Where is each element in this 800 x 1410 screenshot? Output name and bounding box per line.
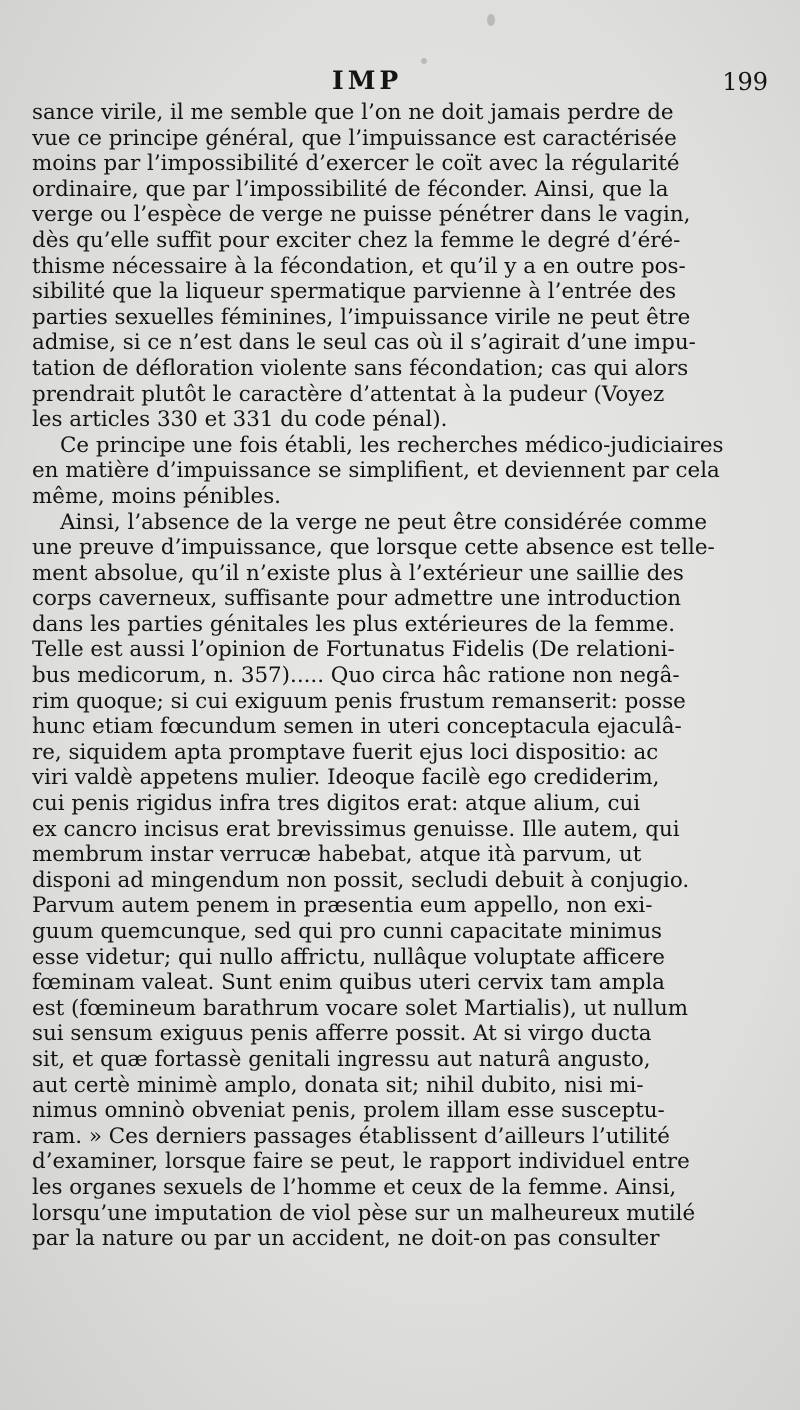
text-line: ordinaire, que par l’impossibilité de féconder. Ainsi, que la — [32, 176, 669, 202]
text-line: viri valdè appetens mulier. Ideoque facilè ego crediderim, — [32, 765, 660, 791]
text-line: dans les parties génitales les plus extérieures de la femme. — [32, 611, 676, 637]
text-line: disponi ad mingendum non possit, secludi debuit à conjugio. — [32, 867, 690, 893]
text-line: cui penis rigidus infra tres digitos erat: atque alium, cui — [32, 791, 641, 817]
text-line: ram. » Ces derniers passages établissent d’ailleurs l’utilité — [32, 1123, 670, 1149]
running-head: IMP — [332, 66, 403, 95]
text-line: sui sensum exiguus penis afferre possit. At si virgo ducta — [32, 1021, 652, 1047]
text-line: même, moins pénibles. — [32, 483, 281, 509]
body-text — [32, 100, 798, 1252]
text-line: est (fœmineum barathrum vocare solet Martialis), ut nullum — [32, 995, 689, 1021]
text-line: en matière d’impuissance se simplifient, et deviennent par cela — [32, 458, 720, 484]
ink-spot — [487, 14, 495, 26]
text-line: Ainsi, l’absence de la verge ne peut être considérée comme — [60, 509, 708, 535]
text-line: verge ou l’espèce de verge ne puisse pénétrer dans le vagin, — [32, 202, 691, 228]
text-line: prendrait plutôt le caractère d’attentat à la pudeur (Voyez — [32, 381, 665, 407]
text-line: esse videtur; qui nullo affrictu, nullâque voluptate afficere — [32, 944, 665, 970]
text-line: lorsqu’une imputation de viol pèse sur un malheureux mutilé — [32, 1200, 696, 1226]
text-line: ment absolue, qu’il n’existe plus à l’extérieur une saillie des — [32, 560, 684, 586]
text-line: Ce principe une fois établi, les recherches médico-judiciaires — [60, 432, 724, 458]
text-line: d’examiner, lorsque faire se peut, le rapport individuel entre — [32, 1149, 690, 1175]
text-line: les organes sexuels de l’homme et ceux de la femme. Ainsi, — [32, 1174, 677, 1200]
text-line: fœminam valeat. Sunt enim quibus uteri cervix tam ampla — [32, 970, 665, 996]
text-line: Parvum autem penem in præsentia eum appello, non exi- — [32, 893, 653, 919]
text-line: rim quoque; si cui exiguum penis frustum remanserit: posse — [32, 688, 686, 714]
paragraph — [32, 100, 798, 433]
text-line: par la nature ou par un accident, ne doit-on pas consulter — [32, 1226, 660, 1252]
paragraph — [32, 433, 798, 510]
text-line: guum quemcunque, sed qui pro cunni capacitate minimus — [32, 919, 662, 944]
text-line: Telle est aussi l’opinion de Fortunatus Fidelis (De relationi- — [32, 637, 675, 663]
page-number: 199 — [722, 68, 768, 96]
text-line: re, siquidem apta promptave fuerit ejus loci dispositio: ac — [32, 739, 659, 765]
text-line: sance virile, il me semble que l’on ne doit jamais perdre de — [32, 100, 674, 125]
text-line: bus medicorum, n. 357)..... Quo circa hâc ratione non negâ- — [32, 663, 680, 689]
text-line: ex cancro incisus erat brevissimus genuisse. Ille autem, qui — [32, 816, 680, 842]
text-line: vue ce principe général, que l’impuissance est caractérisée — [32, 125, 677, 151]
text-line: corps caverneux, suffisante pour admettre une introduction — [32, 586, 681, 612]
text-line: thisme nécessaire à la fécondation, et qu’il y a en outre pos- — [32, 253, 686, 279]
text-line: les articles 330 et 331 du code pénal). — [32, 407, 448, 433]
text-line: hunc etiam fœcundum semen in uteri conceptacula ejaculâ- — [32, 714, 682, 740]
page-header — [0, 66, 800, 100]
text-line: sit, et quæ fortassè genitali ingressu aut naturâ angusto, — [32, 1046, 651, 1072]
ink-spot — [421, 58, 427, 64]
text-line: sibilité que la liqueur spermatique parvienne à l’entrée des — [32, 279, 677, 305]
text-line: une preuve d’impuissance, que lorsque cette absence est telle- — [32, 535, 715, 561]
text-line: moins par l’impossibilité d’exercer le coït avec la régularité — [32, 151, 680, 177]
text-line: parties sexuelles féminines, l’impuissance virile ne peut être — [32, 304, 691, 330]
text-line: dès qu’elle suffit pour exciter chez la femme le degré d’éré- — [32, 227, 681, 253]
text-line: membrum instar verrucæ habebat, atque ità parvum, ut — [32, 842, 642, 868]
text-line: admise, si ce n’est dans le seul cas où il s’agirait d’une impu- — [32, 330, 696, 356]
text-line: tation de défloration violente sans fécondation; cas qui alors — [32, 355, 689, 381]
text-line: aut certè minimè amplo, donata sit; nihil dubito, nisi mi- — [32, 1072, 644, 1098]
text-line: nimus omninò obveniat penis, prolem illam esse susceptu- — [32, 1098, 665, 1124]
paragraph — [32, 510, 798, 1252]
